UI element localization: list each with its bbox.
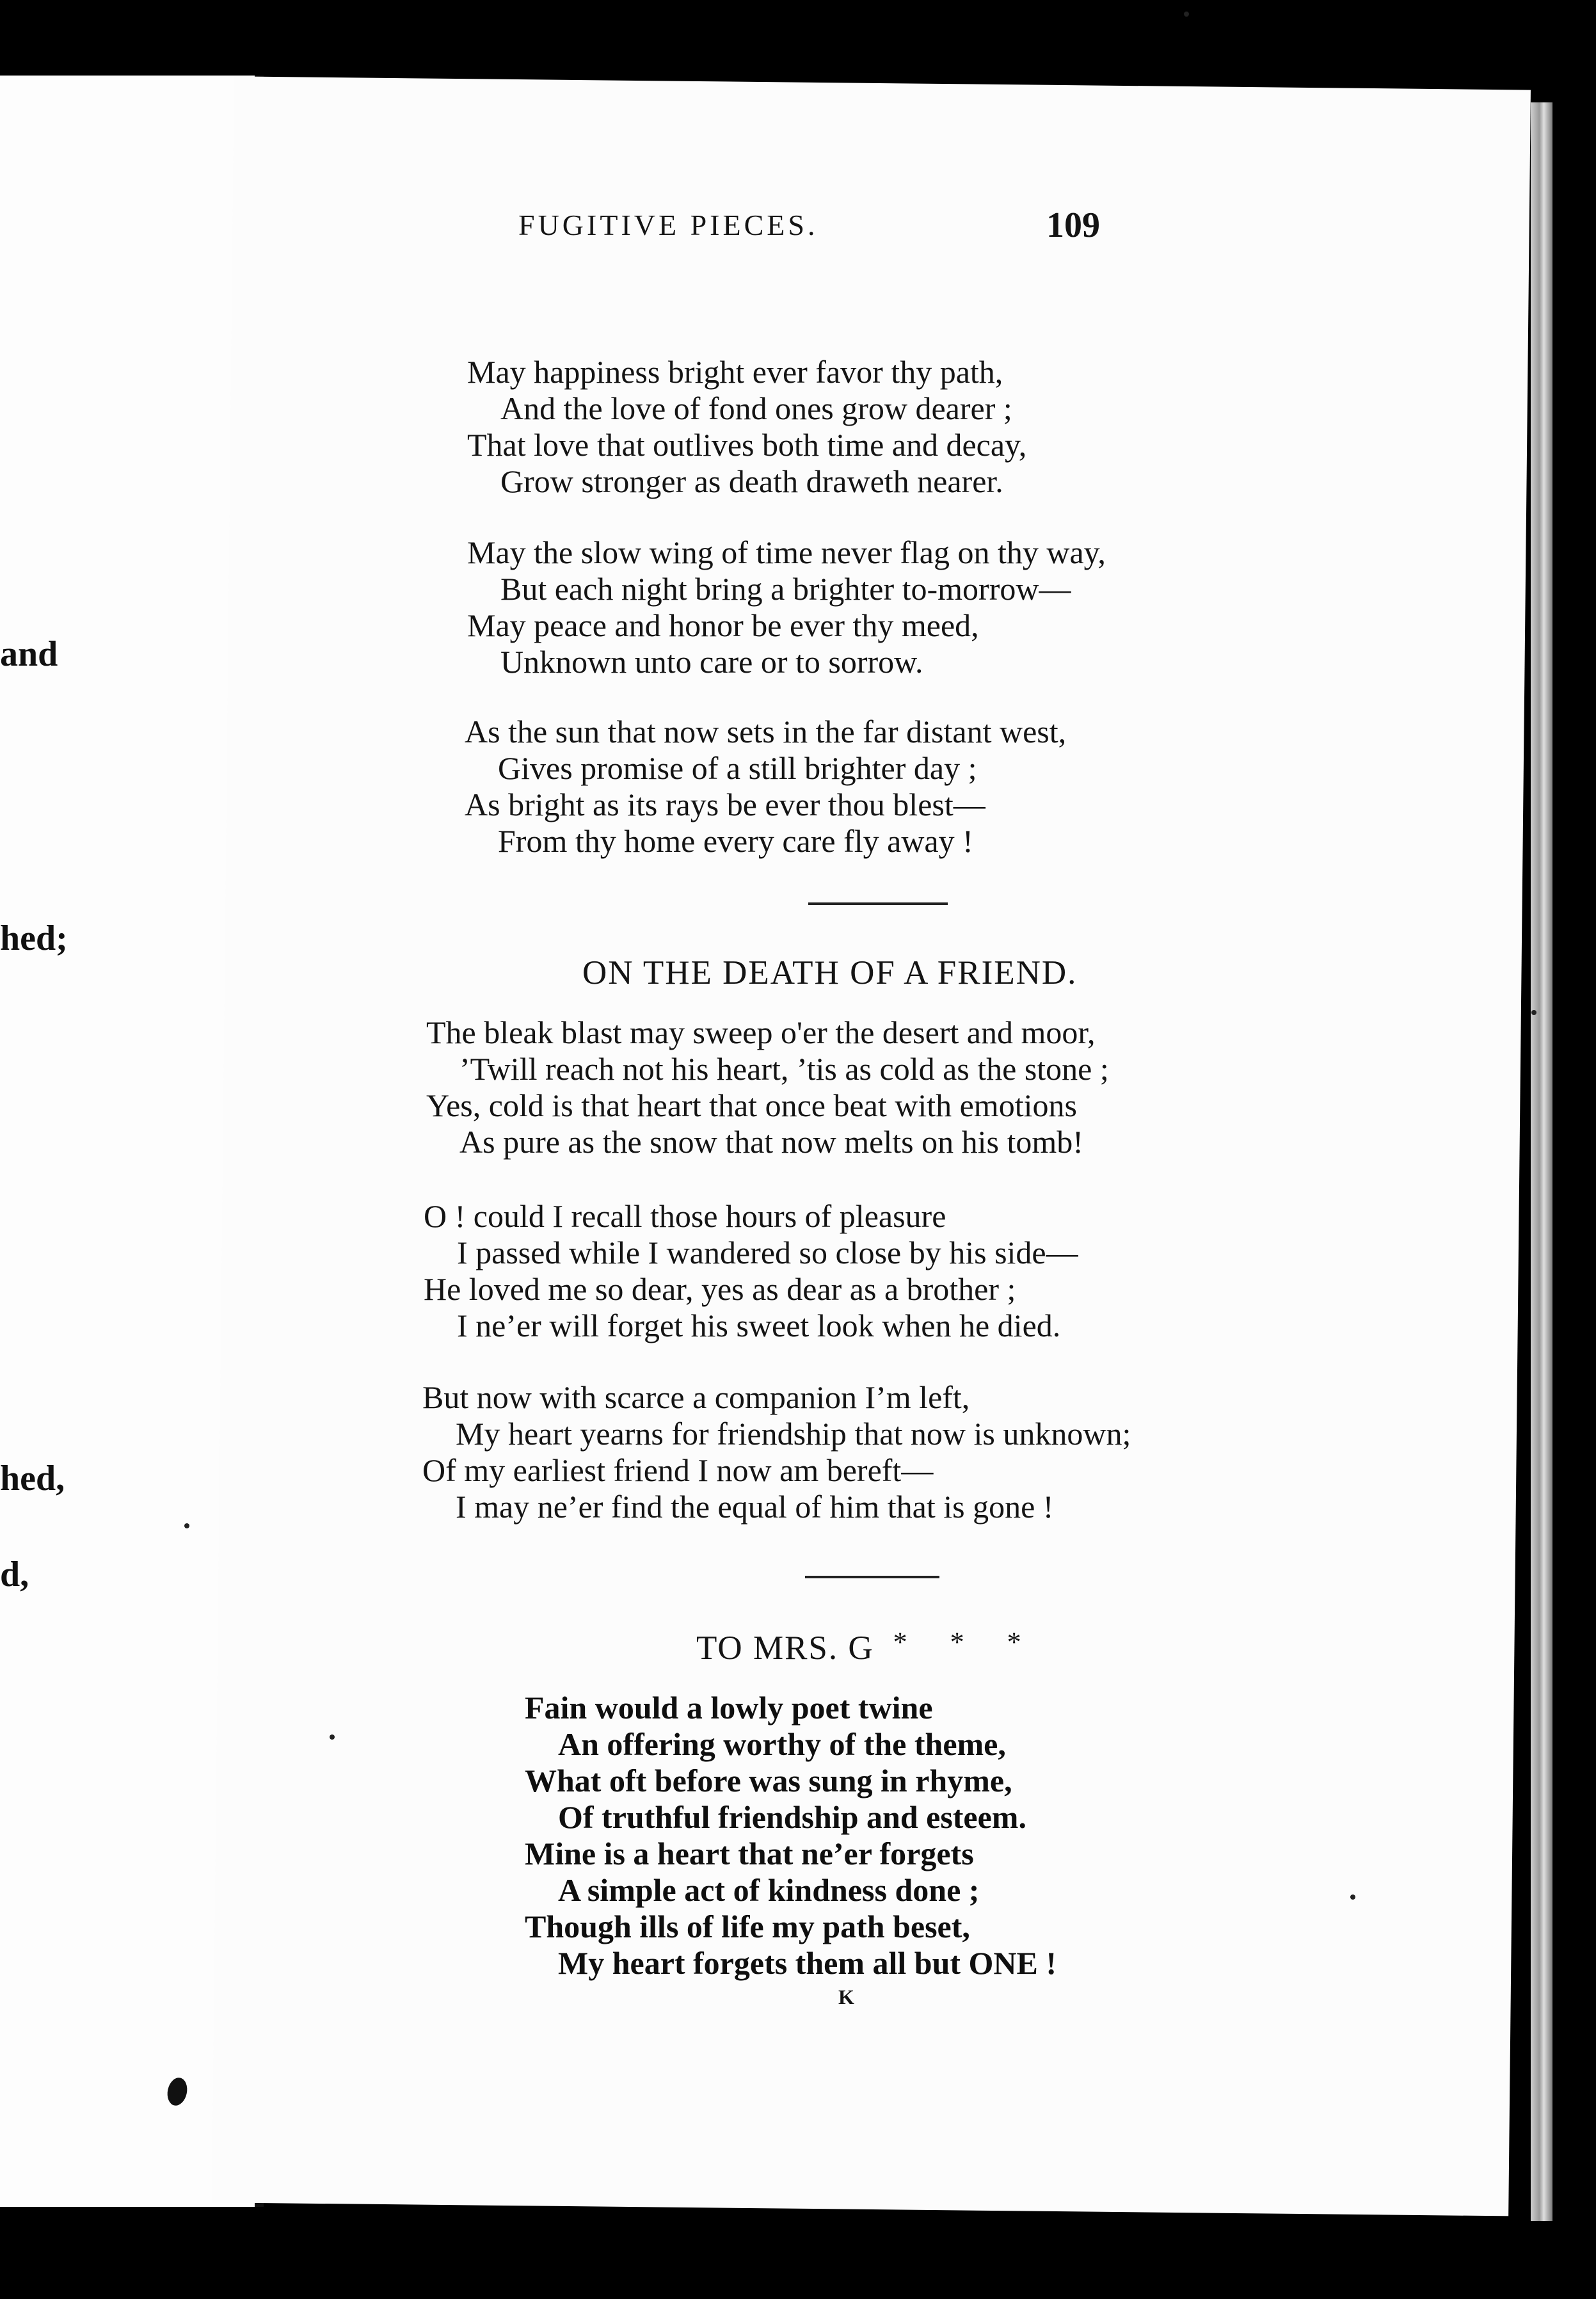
verse-line: As the sun that now sets in the far distant west,	[465, 714, 1067, 749]
verse-line: As pure as the snow that now melts on his tomb!	[459, 1124, 1083, 1160]
verse-line: Gives promise of a still brighter day ;	[498, 750, 977, 786]
page-edge	[1531, 102, 1552, 2221]
verse-line: May happiness bright ever favor thy path,	[467, 354, 1003, 390]
poem3-stanza	[525, 1690, 1057, 1982]
poem2-title: ON THE DEATH OF A FRIEND.	[582, 954, 1078, 991]
verse-line: A simple act of kindness done ;	[558, 1872, 980, 1908]
poem3-title	[696, 1626, 1039, 1667]
verse-line: My heart forgets them all but ONE !	[558, 1945, 1057, 1981]
verse-line: I ne’er will forget his sweet look when he died.	[457, 1308, 1061, 1343]
verse-line: What oft before was sung in rhyme,	[525, 1763, 1012, 1798]
left-text-fragment: and	[0, 634, 58, 674]
verse-line: Of my earliest friend I now am bereft—	[422, 1452, 934, 1488]
verse-line: Grow stronger as death draweth nearer.	[500, 463, 1003, 499]
verse-line: Mine is a heart that ne’er forgets	[525, 1836, 974, 1871]
verse-line: My heart yearns for friendship that now is unknown;	[456, 1416, 1131, 1452]
left-text-fragment: hed,	[0, 1459, 65, 1498]
poem1-stanza-2	[467, 534, 1106, 680]
ink-speck	[184, 1523, 189, 1528]
verse-line: Yes, cold is that heart that once beat with emotions	[426, 1087, 1077, 1123]
verse-line: May the slow wing of time never flag on thy way,	[467, 534, 1106, 570]
left-text-fragment: hed;	[0, 918, 68, 958]
verse-line: As bright as its rays be ever thou blest—	[465, 787, 986, 822]
verse-line: The bleak blast may sweep o'er the desert and moor,	[426, 1014, 1096, 1050]
verse-line: An offering worthy of the theme,	[558, 1726, 1006, 1762]
ink-blot	[165, 2076, 189, 2107]
verse-line: That love that outlives both time and decay,	[467, 427, 1027, 463]
poem2-stanza-2	[424, 1198, 1078, 1344]
ink-speck	[1184, 12, 1189, 17]
verse-line: Fain would a lowly poet twine	[525, 1690, 933, 1726]
poem1-stanza-3	[465, 714, 1066, 860]
poem3-title-stars: * * *	[893, 1626, 1039, 1658]
ink-speck	[1531, 1010, 1536, 1015]
section-rule	[808, 902, 948, 905]
verse-line: But each night bring a brighter to-morrow—	[500, 571, 1071, 607]
verse-line: May peace and honor be ever thy meed,	[467, 607, 979, 643]
verse-line: Though ills of life my path beset,	[525, 1909, 970, 1944]
verse-line: ’Twill reach not his heart, ’tis as cold as the stone ;	[459, 1051, 1109, 1087]
verse-line: And the love of fond ones grow dearer ;	[500, 390, 1012, 426]
verse-line: O ! could I recall those hours of pleasure	[424, 1198, 946, 1234]
ink-speck	[1350, 1894, 1355, 1900]
verse-line: Unknown unto care or to sorrow.	[500, 644, 923, 680]
verse-line: I passed while I wandered so close by his side—	[457, 1235, 1078, 1270]
running-head: FUGITIVE PIECES.	[518, 209, 818, 241]
poem3-signature: K	[838, 1985, 854, 2008]
ink-speck	[330, 1734, 335, 1740]
poem2-stanza-3	[422, 1379, 1131, 1525]
verse-line: But now with scarce a companion I’m left,	[422, 1379, 970, 1415]
poem3-title-text: TO MRS. G	[696, 1630, 874, 1667]
verse-line: I may ne’er find the equal of him that is gone !	[456, 1489, 1054, 1525]
left-text-fragment: d,	[0, 1555, 29, 1594]
section-rule	[805, 1576, 939, 1578]
page-number: 109	[1046, 205, 1100, 245]
poem2-stanza-1	[426, 1014, 1109, 1160]
verse-line: From thy home every care fly away !	[498, 823, 973, 859]
verse-line: He loved me so dear, yes as dear as a brother ;	[424, 1271, 1016, 1307]
poem1-stanza-1	[467, 354, 1026, 500]
verse-line: Of truthful friendship and esteem.	[558, 1799, 1026, 1835]
